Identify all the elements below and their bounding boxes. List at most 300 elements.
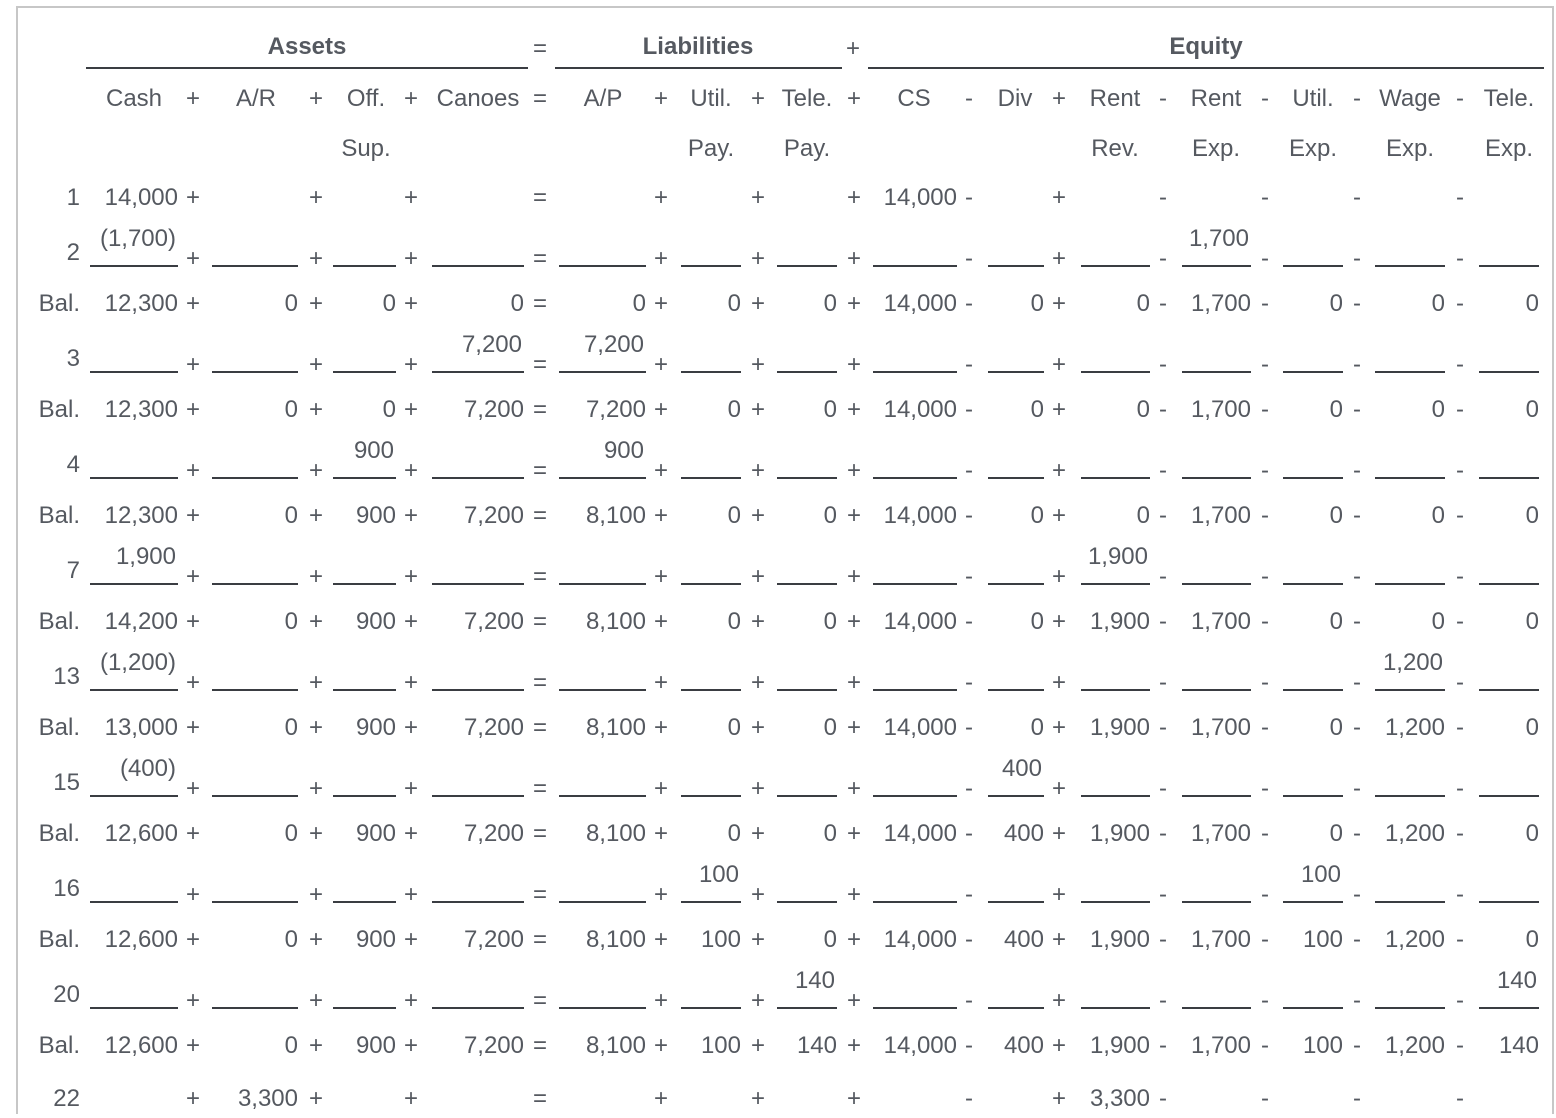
cell-value: 14,000 <box>104 184 178 211</box>
entry-blank <box>559 901 646 903</box>
operator-sign: + <box>653 245 669 272</box>
operator-sign: + <box>1051 608 1067 635</box>
operator-sign: = <box>532 1085 548 1112</box>
cell-value: 140 <box>1496 967 1537 994</box>
operator-sign: + <box>1051 714 1067 741</box>
entry-blank <box>1283 477 1343 479</box>
header-op: + <box>308 85 324 112</box>
entry-blank <box>873 583 957 585</box>
cell-value: 14,000 <box>883 1032 957 1059</box>
entry-blank <box>90 477 178 479</box>
cell-value: 0 <box>1525 396 1539 423</box>
operator-sign: + <box>403 820 419 847</box>
header-utilities-payable: Util. <box>690 85 732 112</box>
cell-value: 0 <box>284 608 298 635</box>
entry-blank <box>212 689 298 691</box>
operator-sign: + <box>846 669 862 696</box>
operator-sign: + <box>750 502 766 529</box>
entry-blank <box>1182 583 1251 585</box>
entry-blank <box>681 795 741 797</box>
operator-sign: + <box>750 1032 766 1059</box>
cell-value: 0 <box>1525 820 1539 847</box>
operator-sign: + <box>308 714 324 741</box>
cell-value: 1,700 <box>1190 1032 1251 1059</box>
operator-sign: = <box>532 290 548 317</box>
cell-value: 1,700 <box>1190 714 1251 741</box>
operator-sign: + <box>750 775 766 802</box>
cell-value: 0 <box>1329 396 1343 423</box>
operator-sign: + <box>403 396 419 423</box>
cell-value: 0 <box>727 290 741 317</box>
cell-value: 3,300 <box>1089 1085 1150 1112</box>
operator-sign: - <box>965 396 973 423</box>
cell-value: 12,300 <box>104 502 178 529</box>
header-op: + <box>1051 85 1067 112</box>
operator-sign: + <box>308 184 324 211</box>
operator-sign: + <box>308 245 324 272</box>
cell-value: 7,200 <box>463 820 524 847</box>
operator-sign: + <box>185 184 201 211</box>
header-ap: A/P <box>583 85 623 112</box>
cell-value: 900 <box>355 502 396 529</box>
entry-blank <box>559 265 646 267</box>
entry-blank <box>1081 477 1150 479</box>
operator-sign: - <box>965 775 973 802</box>
header-cash: Cash <box>105 85 163 112</box>
cell-value: 12,600 <box>104 926 178 953</box>
operator-sign: + <box>308 1032 324 1059</box>
cell-value: 7,200 <box>583 331 644 358</box>
entry-blank <box>777 371 837 373</box>
entry-blank <box>988 689 1044 691</box>
operator-sign: - <box>1159 926 1167 953</box>
entry-blank <box>777 689 837 691</box>
operator-sign: + <box>185 608 201 635</box>
header-op: - <box>1261 85 1269 112</box>
operator-sign: + <box>1051 926 1067 953</box>
operator-sign: + <box>846 820 862 847</box>
operator-sign: + <box>185 987 201 1014</box>
operator-sign: + <box>846 563 862 590</box>
operator-sign: + <box>653 184 669 211</box>
entry-blank <box>1375 265 1445 267</box>
operator-sign: - <box>1353 245 1361 272</box>
operator-sign: + <box>750 714 766 741</box>
operator-sign: + <box>653 820 669 847</box>
balance-row-label: Bal. <box>38 608 80 635</box>
operator-sign: + <box>308 351 324 378</box>
cell-value: 1,200 <box>1384 926 1445 953</box>
operator-sign: - <box>1353 987 1361 1014</box>
entry-blank <box>988 371 1044 373</box>
cell-value: 0 <box>284 926 298 953</box>
operator-sign: + <box>846 502 862 529</box>
cell-value: 8,100 <box>585 1032 646 1059</box>
entry-blank <box>212 371 298 373</box>
operator-sign: - <box>1456 669 1464 696</box>
operator-sign: - <box>965 245 973 272</box>
operator-sign: = <box>532 351 548 378</box>
cell-value: 0 <box>823 396 837 423</box>
entry-blank <box>1081 371 1150 373</box>
operator-sign: - <box>1456 1085 1464 1112</box>
entry-blank <box>988 477 1044 479</box>
operator-sign: - <box>1456 926 1464 953</box>
operator-sign: - <box>1261 987 1269 1014</box>
operator-sign: + <box>185 775 201 802</box>
cell-value: 400 <box>1003 1032 1044 1059</box>
cell-value: 0 <box>1329 502 1343 529</box>
operator-sign: + <box>1051 184 1067 211</box>
balance-row-label: Bal. <box>38 926 80 953</box>
entry-blank <box>212 265 298 267</box>
operator-sign: + <box>308 881 324 908</box>
operator-sign: + <box>1051 290 1067 317</box>
operator-sign: - <box>1353 457 1361 484</box>
entry-blank <box>559 583 646 585</box>
cell-value: 1,700 <box>1190 608 1251 635</box>
cell-value: 100 <box>700 926 741 953</box>
cell-value: 8,100 <box>585 926 646 953</box>
operator-sign: - <box>1159 563 1167 590</box>
entry-blank <box>988 901 1044 903</box>
group-equity: Equity <box>1169 33 1243 60</box>
operator-sign: + <box>308 820 324 847</box>
operator-sign: - <box>1261 396 1269 423</box>
cell-value: 400 <box>1003 926 1044 953</box>
cell-value: 0 <box>1431 290 1445 317</box>
entry-blank <box>777 901 837 903</box>
cell-value: 1,700 <box>1190 502 1251 529</box>
operator-sign: - <box>965 987 973 1014</box>
transaction-number: 20 <box>53 981 80 1008</box>
operator-sign: - <box>1456 290 1464 317</box>
cell-value: 0 <box>823 714 837 741</box>
operator-sign: + <box>846 881 862 908</box>
operator-sign: + <box>1051 881 1067 908</box>
operator-sign: - <box>1159 987 1167 1014</box>
cell-value: 3,300 <box>237 1085 298 1112</box>
operator-sign: + <box>185 290 201 317</box>
operator-sign: + <box>750 351 766 378</box>
cell-value: 400 <box>1003 820 1044 847</box>
header-op: - <box>1159 85 1167 112</box>
cell-value: 0 <box>1030 502 1044 529</box>
operator-sign: + <box>403 987 419 1014</box>
entry-blank <box>1375 583 1445 585</box>
operator-sign: = <box>532 987 548 1014</box>
operator-sign: + <box>1051 1085 1067 1112</box>
operator-sign: - <box>1261 820 1269 847</box>
operator-sign: + <box>403 714 419 741</box>
operator-sign: - <box>1159 502 1167 529</box>
balance-row-label: Bal. <box>38 502 80 529</box>
operator-sign: + <box>1051 502 1067 529</box>
entry-blank <box>1081 265 1150 267</box>
cell-value: 0 <box>1329 820 1343 847</box>
cell-value: 1,700 <box>1190 396 1251 423</box>
operator-sign: - <box>965 1032 973 1059</box>
cell-value: 0 <box>823 608 837 635</box>
operator-sign: + <box>403 608 419 635</box>
cell-value: 140 <box>796 1032 837 1059</box>
entry-blank <box>1081 795 1150 797</box>
entry-blank <box>1182 1007 1251 1009</box>
operator-sign: + <box>1051 396 1067 423</box>
cell-value: 0 <box>510 290 524 317</box>
entry-blank <box>333 583 396 585</box>
operator-sign: + <box>308 563 324 590</box>
operator-sign: + <box>185 881 201 908</box>
operator-sign: + <box>1051 1032 1067 1059</box>
cell-value: 12,600 <box>104 1032 178 1059</box>
balance-row-label: Bal. <box>38 1032 80 1059</box>
transaction-number: 7 <box>66 557 80 584</box>
operator-sign: + <box>750 608 766 635</box>
cell-value: 7,200 <box>585 396 646 423</box>
operator-sign: + <box>403 669 419 696</box>
cell-value: 7,200 <box>463 608 524 635</box>
operator-sign: = <box>532 881 548 908</box>
entry-blank <box>333 477 396 479</box>
entry-blank <box>333 795 396 797</box>
operator-sign: + <box>308 1085 324 1112</box>
entry-blank <box>1182 689 1251 691</box>
operator-sign: + <box>653 351 669 378</box>
entry-blank <box>681 689 741 691</box>
cell-value: 1,700 <box>1190 290 1251 317</box>
operator-sign: - <box>1261 1032 1269 1059</box>
transaction-number: 2 <box>66 239 80 266</box>
cell-value: 0 <box>1431 502 1445 529</box>
cell-value: 900 <box>353 437 394 464</box>
operator-sign: + <box>750 1085 766 1112</box>
operator-sign: + <box>1051 457 1067 484</box>
operator-sign: - <box>1261 608 1269 635</box>
cell-value: 0 <box>823 820 837 847</box>
cell-value: 12,600 <box>104 820 178 847</box>
operator-sign: + <box>846 457 862 484</box>
cell-value: 7,200 <box>463 396 524 423</box>
cell-value: 1,200 <box>1382 649 1443 676</box>
cell-value: 0 <box>1030 290 1044 317</box>
operator-sign: - <box>965 926 973 953</box>
operator-sign: - <box>965 290 973 317</box>
entry-blank <box>873 371 957 373</box>
operator-sign: - <box>1261 669 1269 696</box>
operator-sign: = <box>532 714 548 741</box>
cell-value: 8,100 <box>585 714 646 741</box>
entry-blank <box>90 689 178 691</box>
entry-blank <box>212 795 298 797</box>
entry-blank <box>559 689 646 691</box>
cell-value: 13,000 <box>104 714 178 741</box>
cell-value: 400 <box>1001 755 1042 782</box>
group-plus-sign: + <box>845 35 861 62</box>
operator-sign: + <box>846 1085 862 1112</box>
cell-value: 900 <box>355 714 396 741</box>
entry-blank <box>873 901 957 903</box>
header-wage-expense: Wage <box>1379 85 1441 112</box>
operator-sign: + <box>403 881 419 908</box>
operator-sign: + <box>1051 987 1067 1014</box>
operator-sign: + <box>185 669 201 696</box>
operator-sign: - <box>1159 714 1167 741</box>
operator-sign: - <box>1159 1032 1167 1059</box>
cell-value: 0 <box>1431 396 1445 423</box>
entry-blank <box>1479 265 1539 267</box>
entry-blank <box>212 583 298 585</box>
operator-sign: + <box>846 351 862 378</box>
operator-sign: - <box>1353 608 1361 635</box>
operator-sign: - <box>1456 351 1464 378</box>
operator-sign: - <box>1353 714 1361 741</box>
entry-blank <box>559 1007 646 1009</box>
entry-blank <box>681 1007 741 1009</box>
operator-sign: + <box>1051 351 1067 378</box>
operator-sign: + <box>403 926 419 953</box>
cell-value: 0 <box>284 502 298 529</box>
cell-value: 0 <box>823 290 837 317</box>
cell-value: 0 <box>1525 502 1539 529</box>
operator-sign: = <box>532 775 548 802</box>
operator-sign: + <box>403 184 419 211</box>
cell-value: 1,200 <box>1384 1032 1445 1059</box>
entry-blank <box>1283 265 1343 267</box>
operator-sign: = <box>532 926 548 953</box>
cell-value: 7,200 <box>463 1032 524 1059</box>
entry-blank <box>90 901 178 903</box>
entry-blank <box>432 901 524 903</box>
operator-sign: + <box>403 502 419 529</box>
entry-blank <box>873 795 957 797</box>
entry-blank <box>1283 1007 1343 1009</box>
entry-blank <box>1283 371 1343 373</box>
operator-sign: - <box>1159 290 1167 317</box>
entry-blank <box>1375 1007 1445 1009</box>
operator-sign: + <box>403 290 419 317</box>
entry-blank <box>1182 265 1251 267</box>
balance-row-label: Bal. <box>38 396 80 423</box>
cell-value: 900 <box>355 608 396 635</box>
cell-value: 0 <box>382 290 396 317</box>
entry-blank <box>1283 795 1343 797</box>
cell-value: 1,700 <box>1188 225 1249 252</box>
group-assets: Assets <box>267 33 347 60</box>
cell-value: 14,000 <box>883 502 957 529</box>
operator-sign: + <box>750 563 766 590</box>
operator-sign: - <box>1456 608 1464 635</box>
entry-blank <box>1081 583 1150 585</box>
operator-sign: + <box>846 184 862 211</box>
operator-sign: + <box>308 290 324 317</box>
operator-sign: + <box>846 1032 862 1059</box>
operator-sign: + <box>403 351 419 378</box>
operator-sign: + <box>185 563 201 590</box>
header-rent-revenue: Rent <box>1089 85 1141 112</box>
cell-value: 0 <box>1525 714 1539 741</box>
operator-sign: + <box>846 245 862 272</box>
entry-blank <box>1182 901 1251 903</box>
header-op: - <box>965 85 973 112</box>
cell-value: 140 <box>1498 1032 1539 1059</box>
cell-value: 7,200 <box>463 502 524 529</box>
operator-sign: = <box>532 608 548 635</box>
operator-sign: + <box>185 1085 201 1112</box>
entry-blank <box>1283 901 1343 903</box>
header2-rent-revenue: Rev. <box>1091 135 1139 162</box>
entry-blank <box>333 1007 396 1009</box>
header2-wage-expense: Exp. <box>1385 135 1435 162</box>
entry-blank <box>1182 795 1251 797</box>
header-utilities-expense: Util. <box>1292 85 1334 112</box>
header-op: = <box>532 85 548 112</box>
entry-blank <box>988 265 1044 267</box>
operator-sign: - <box>1353 926 1361 953</box>
operator-sign: + <box>750 820 766 847</box>
entry-blank <box>1375 371 1445 373</box>
cell-value: 14,000 <box>883 396 957 423</box>
entry-blank <box>333 689 396 691</box>
operator-sign: - <box>1353 396 1361 423</box>
operator-sign: - <box>965 820 973 847</box>
header-op: + <box>750 85 766 112</box>
cell-value: 14,000 <box>883 926 957 953</box>
cell-value: 0 <box>727 608 741 635</box>
operator-sign: - <box>965 1085 973 1112</box>
operator-sign: + <box>750 184 766 211</box>
entry-blank <box>90 265 178 267</box>
group-equals-sign: = <box>532 35 548 62</box>
header2-rent-expense: Exp. <box>1191 135 1241 162</box>
operator-sign: = <box>532 1032 548 1059</box>
operator-sign: - <box>1353 1085 1361 1112</box>
operator-sign: + <box>750 987 766 1014</box>
operator-sign: + <box>308 502 324 529</box>
header2-telephone-expense: Exp. <box>1484 135 1534 162</box>
transaction-number: 13 <box>53 663 80 690</box>
cell-value: 0 <box>1030 608 1044 635</box>
operator-sign: - <box>1456 184 1464 211</box>
header-rent-expense: Rent <box>1190 85 1242 112</box>
entry-blank <box>777 265 837 267</box>
operator-sign: - <box>1456 987 1464 1014</box>
operator-sign: - <box>965 881 973 908</box>
operator-sign: + <box>185 245 201 272</box>
entry-blank <box>432 583 524 585</box>
entry-blank <box>873 265 957 267</box>
cell-value: 1,700 <box>1190 926 1251 953</box>
cell-value: 12,300 <box>104 396 178 423</box>
cell-value: 0 <box>284 1032 298 1059</box>
operator-sign: - <box>1261 184 1269 211</box>
cell-value: 1,200 <box>1384 714 1445 741</box>
cell-value: 0 <box>1525 290 1539 317</box>
operator-sign: = <box>532 502 548 529</box>
operator-sign: + <box>308 987 324 1014</box>
operator-sign: + <box>750 881 766 908</box>
operator-sign: - <box>965 669 973 696</box>
operator-sign: - <box>1159 457 1167 484</box>
cell-value: 1,900 <box>1089 1032 1150 1059</box>
operator-sign: + <box>185 714 201 741</box>
operator-sign: - <box>1456 881 1464 908</box>
entry-blank <box>333 901 396 903</box>
operator-sign: + <box>846 714 862 741</box>
cell-value: (400) <box>119 755 176 782</box>
entry-blank <box>1182 371 1251 373</box>
operator-sign: - <box>1261 502 1269 529</box>
